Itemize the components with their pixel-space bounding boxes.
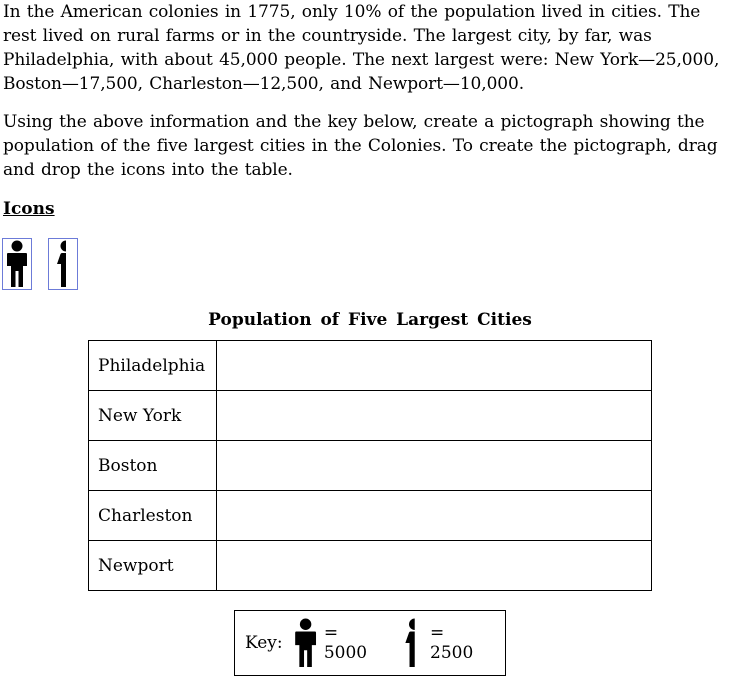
key-label: Key: xyxy=(245,633,283,653)
table-row xyxy=(89,341,652,391)
key-half-value: = 2500 xyxy=(430,623,474,663)
city-name: Newport xyxy=(89,541,217,591)
city-name: Charleston xyxy=(89,491,217,541)
table-title: Population of Five Largest Cities xyxy=(208,310,532,330)
key-full-value: = 5000 xyxy=(323,623,368,663)
table-row xyxy=(89,391,652,441)
drop-zone-new-york[interactable] xyxy=(217,391,652,441)
full-person-icon xyxy=(6,240,28,288)
city-name: Philadelphia xyxy=(89,341,217,391)
draggable-half-person-icon[interactable] xyxy=(48,238,78,290)
drop-zone-boston[interactable] xyxy=(217,441,652,491)
full-person-icon xyxy=(293,618,318,668)
pictograph-key xyxy=(234,610,506,676)
intro-paragraph: In the American colonies in 1775, only 10% of the population lived in cities. The rest lived on rural farms or in the countryside. The largest city, by far, was Philadelphia, with about 45,000 people. The next largest were: New York—25,000, Boston—17,500, Charleston—12,500, and Newport—10,000. xyxy=(3,2,720,94)
draggable-full-person-icon[interactable] xyxy=(2,238,32,290)
drop-zone-newport[interactable] xyxy=(217,541,652,591)
table-row xyxy=(89,491,652,541)
table-row xyxy=(89,541,652,591)
city-name: New York xyxy=(89,391,217,441)
drop-zone-philadelphia[interactable] xyxy=(217,341,652,391)
icons-heading: Icons xyxy=(3,199,55,219)
pictograph-table xyxy=(88,340,652,591)
half-person-icon xyxy=(399,618,424,668)
instructions-paragraph: Using the above information and the key below, create a pictograph showing the population of the five largest cities in the Colonies. To create the pictograph, drag and drop the icons into the table. xyxy=(3,112,718,180)
drop-zone-charleston[interactable] xyxy=(217,491,652,541)
city-name: Boston xyxy=(89,441,217,491)
half-person-icon xyxy=(52,240,74,288)
table-row xyxy=(89,441,652,491)
